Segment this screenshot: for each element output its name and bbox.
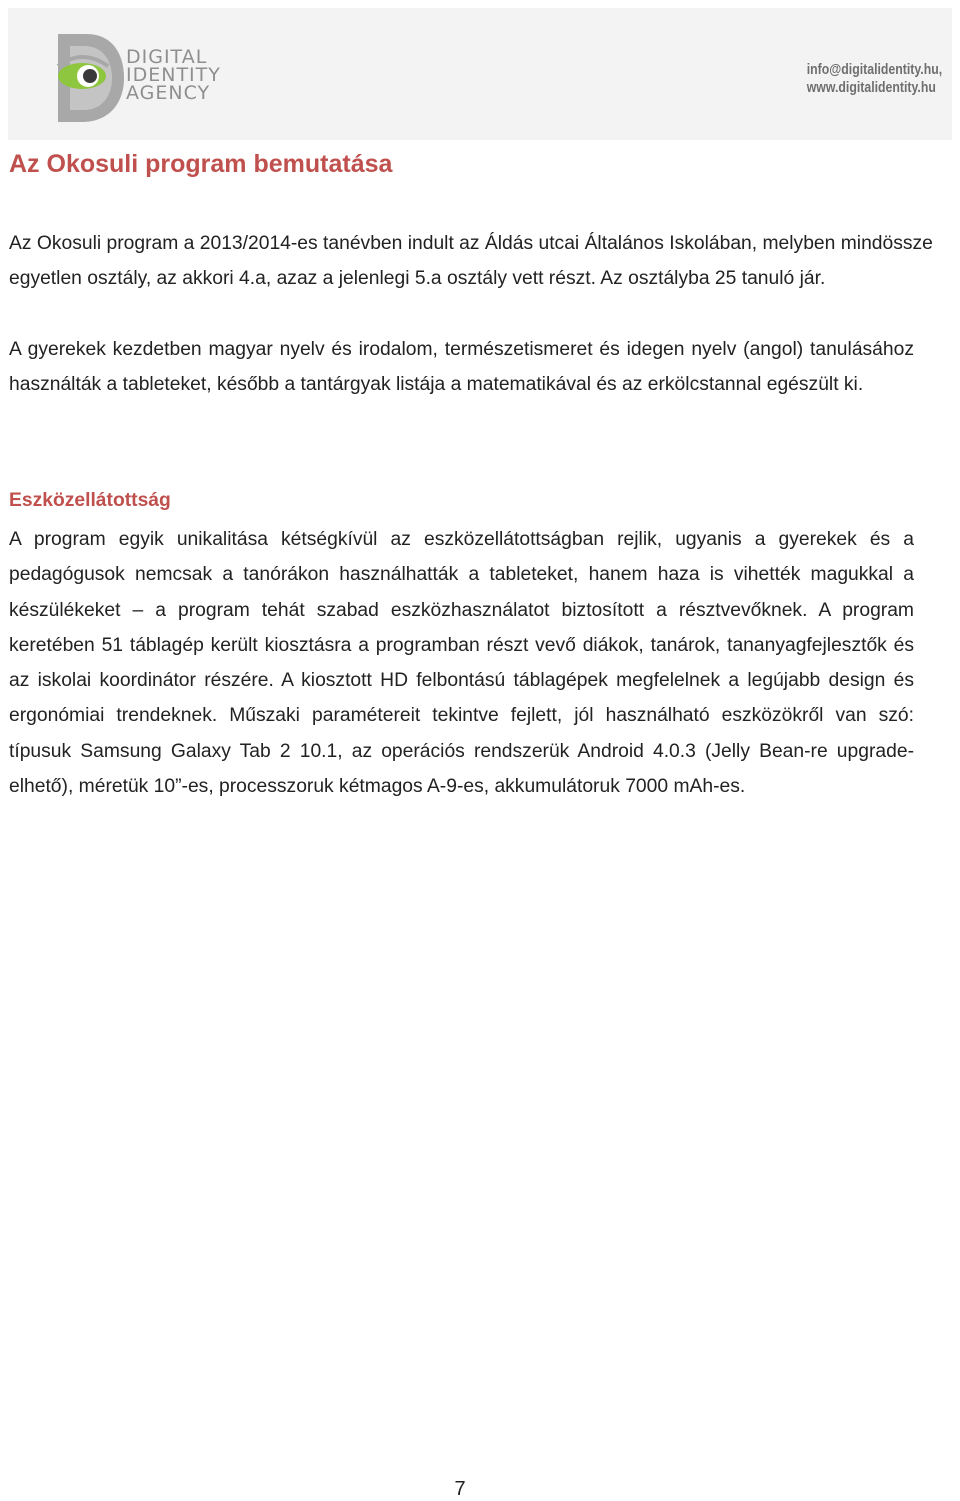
logo-line-1: DIGITAL — [126, 46, 208, 68]
logo-line-2: IDENTITY — [126, 64, 221, 86]
eye-logo-icon — [52, 26, 132, 126]
subjects-paragraph: A gyerekek kezdetben magyar nyelv és irodalom, természetismeret és idegen nyelv (angol) tanulásához használták a tableteket, később a tantárgyak listája a matematikával és az erkölcstannal egészült ki. — [9, 339, 914, 395]
intro-paragraph: Az Okosuli program a 2013/2014-es tanévben indult az Áldás utcai Általános Iskolában, melyben mindössze egyetlen osztály, az akkori 4.a, azaz a jelenlegi 5.a osztály vett részt. Az osztályba 25 tanuló jár. — [9, 233, 933, 289]
equipment-paragraph: A program egyik unikalitása kétségkívül az eszközellátottságban rejlik, ugyanis a gyerekek és a pedagógusok nemcsak a tanórákon használhatták a tableteket, hanem haza is vihették magukkal a készülékeket – a program tehát szabad eszközhasználatot biztosított a résztvevőknek. A program keretében 51 táblagép került kiosztásra a programban részt vevő diákok, tanárok, tananyagfejlesztők és az iskolai koordinátor részére. A kiosztott HD felbontású táblagépek megfelelnek a legújabb design és ergonómiai trendeknek. Műszaki paramétereit tekintve fejlett, jól használható eszközökről van szó: típusuk Samsung Galaxy Tab 2 10.1, az operációs rendszerük Android 4.0.3 (Jelly Bean-re upgrade-elhető), méretük 10”-es, processzoruk kétmagos A-9-es, akkumulátoruk 7000 mAh-es. — [9, 529, 914, 798]
section-heading: Eszközellátottság — [9, 490, 171, 511]
logo-line-3: AGENCY — [126, 82, 211, 104]
contact-info — [807, 61, 942, 97]
contact-website[interactable]: www.digitalidentity.hu — [806, 79, 936, 96]
contact-email[interactable]: info@digitalidentity.hu, — [806, 61, 942, 78]
company-logo — [52, 26, 232, 126]
page-number: 7 — [454, 1478, 466, 1500]
logo-wordmark — [126, 48, 221, 102]
page-title: Az Okosuli program bemutatása — [9, 150, 393, 178]
